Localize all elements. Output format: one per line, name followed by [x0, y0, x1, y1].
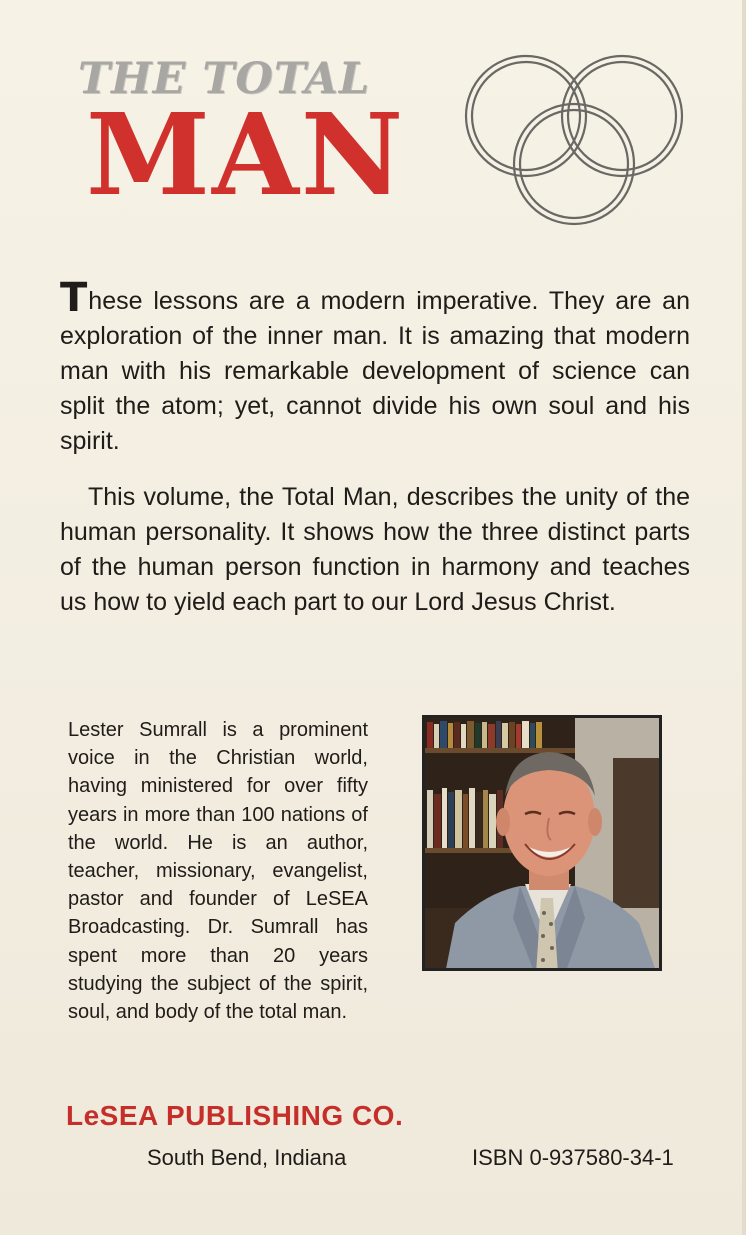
isbn-number: ISBN 0-937580-34-1 — [472, 1145, 674, 1170]
title-line-2: MAN — [86, 90, 406, 221]
paragraph-1-text: hese lessons are a modern imperative. They are an exploration of the inner man. It is amazing that modern man with his remarkable development of science can split the atom; yet, cannot divide his own soul and his spirit. — [60, 287, 690, 455]
description-paragraph-2: This volume, the Total Man, describes the unity of the human personality. It shows how the three distinct parts of the human person function in harmony and teaches us how to yield each part to our Lord Jesus Christ. — [60, 483, 690, 616]
publisher-location: South Bend, Indiana — [147, 1145, 347, 1170]
description-paragraph-1 — [60, 275, 690, 459]
title-line-1: THE TOTAL — [78, 54, 371, 104]
drop-cap: T — [60, 275, 88, 321]
author-portrait-image — [425, 718, 662, 971]
author-photo — [422, 715, 662, 971]
author-bio: Lester Sumrall is a prominent voice in the Christian world, having ministered for over fifty years in more than 100 nations of the world. He is an author, teacher, missionary, evangelist, pastor and founder of LeSEA Broadcasting. Dr. Sumrall has spent more than 20 years studying the subject of the spirit, soul, and body of the total man. — [68, 719, 368, 1024]
publisher-name: LeSEA PUBLISHING CO. — [66, 1100, 404, 1131]
three-rings-icon — [462, 48, 688, 232]
